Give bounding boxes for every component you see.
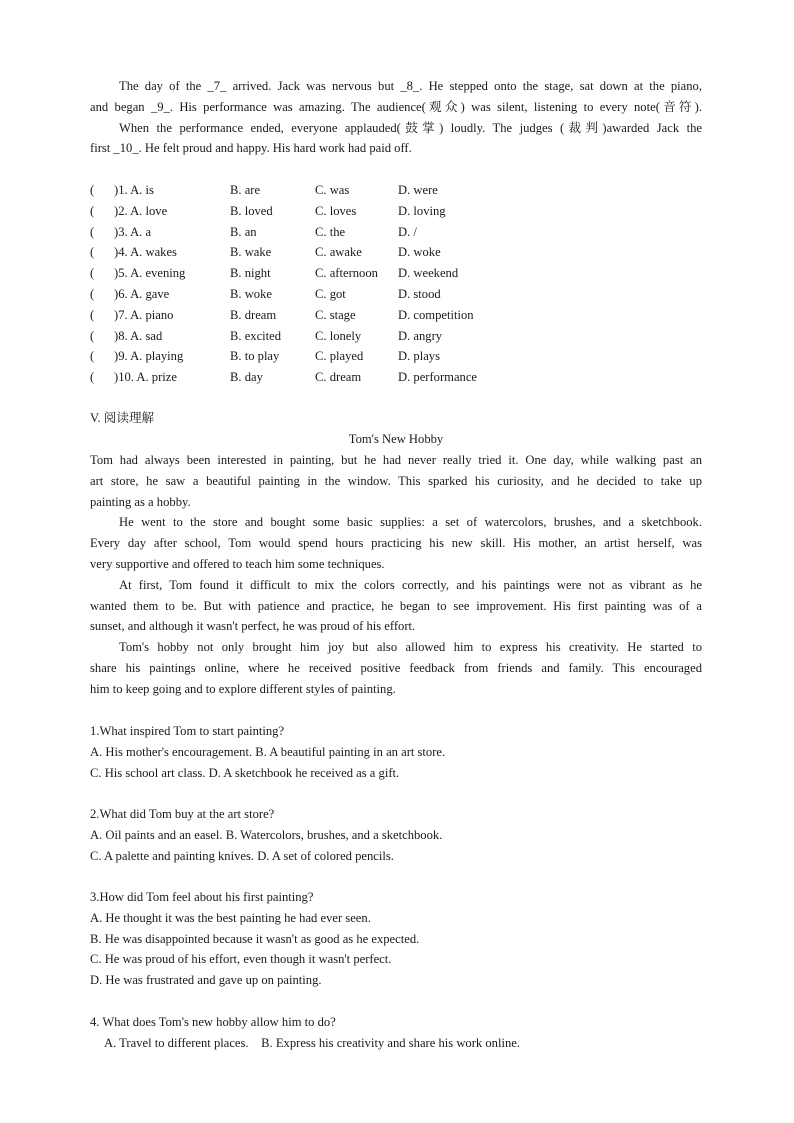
option-row [90, 284, 702, 305]
cloze-p1-line2: and began _9_. His performance was amazing. The audience(观众) was silent, listening to every note(音符). [90, 99, 702, 114]
option-row [90, 326, 702, 347]
answer-bracket[interactable]: ( [90, 307, 95, 322]
option-b: B. loved [230, 203, 273, 218]
option-c: C. afternoon [315, 266, 378, 281]
option-d: D. plays [398, 349, 440, 364]
answer-bracket[interactable]: ( [90, 349, 95, 364]
para3-line: At first, Tom found it difficult to mix the colors correctly, and his paintings were not as vibrant as he [119, 577, 702, 592]
para4-line: share his paintings online, where he received positive feedback from friends and family. This encouraged [90, 660, 702, 675]
cloze-p2-line1: When the performance ended, everyone applauded(鼓掌) loudly. The judges (裁判)awarded Jack the [119, 120, 702, 135]
question-stem: 1.What inspired Tom to start painting? [90, 724, 285, 738]
option-a: )5. A. evening [114, 266, 186, 281]
para4-line: Tom's hobby not only brought him joy but also allowed him to express his creativity. He started to [119, 640, 702, 655]
option-c: C. got [315, 286, 346, 301]
reading-passage [90, 450, 702, 700]
option-d: D. angry [398, 328, 443, 343]
answer-bracket[interactable]: ( [90, 286, 95, 301]
option-a: A. He thought it was the best painting he had ever seen. [90, 910, 371, 925]
option-c: C. stage [315, 307, 356, 322]
option-c: C. was [315, 183, 350, 197]
answer-bracket[interactable]: ( [90, 245, 95, 260]
option-row [90, 222, 702, 243]
option-b: B. wake [230, 245, 272, 260]
answer-bracket[interactable]: ( [90, 370, 95, 385]
option-a: )10. A. prize [114, 370, 177, 385]
option-a: )8. A. sad [114, 328, 163, 343]
option-a: )3. A. a [114, 224, 152, 239]
option-d: D. He was frustrated and gave up on painting. [90, 973, 322, 988]
para1-line: Tom had always been interested in painting, but he had never really tried it. One day, while walking past an [90, 453, 702, 467]
option-row [90, 367, 702, 388]
option-b: B. are [230, 183, 261, 197]
question-stem: 2.What did Tom buy at the art store? [90, 807, 275, 821]
option-a: )4. A. wakes [114, 245, 177, 260]
option-row [90, 201, 702, 222]
option-d: D. stood [398, 286, 441, 301]
option-b: B. He was disappointed because it wasn't as good as he expected. [90, 931, 420, 946]
answer-bracket[interactable]: ( [90, 266, 95, 281]
option-b: B. an [230, 224, 257, 239]
option-a: )2. A. love [114, 203, 168, 218]
option-a: )6. A. gave [114, 286, 170, 301]
option-d: D. weekend [398, 266, 459, 281]
para3-line: sunset, and although it wasn't perfect, he was proud of his effort. [90, 619, 416, 634]
option-d: D. woke [398, 245, 441, 260]
question-options: C. His school art class. D. A sketchbook he received as a gift. [90, 765, 400, 780]
option-b: B. woke [230, 286, 272, 301]
option-row [90, 346, 702, 367]
section-heading: V. 阅读理解 [90, 411, 155, 425]
question-options: A. Travel to different places. B. Express his creativity and share his work online. [104, 1035, 520, 1050]
option-row [90, 180, 702, 201]
para3-line: wanted them to be. But with patience and practice, he began to see improvement. His first painting was of a [90, 598, 702, 613]
para2-line: very supportive and offered to teach him some techniques. [90, 556, 385, 571]
option-c: C. dream [315, 370, 362, 385]
question-1 [90, 721, 710, 783]
answer-bracket[interactable]: ( [90, 328, 95, 343]
option-d: D. were [398, 183, 438, 197]
option-b: B. dream [230, 307, 277, 322]
option-row [90, 263, 702, 284]
answer-bracket[interactable]: ( [90, 203, 95, 218]
option-c: C. awake [315, 245, 362, 260]
question-options: A. His mother's encouragement. B. A beautiful painting in an art store. [90, 744, 446, 759]
option-row [90, 305, 702, 326]
passage-title: Tom's New Hobby [348, 432, 444, 446]
para1-line: painting as a hobby. [90, 494, 191, 509]
option-c: C. played [315, 349, 364, 364]
para4-line: him to keep going and to explore different styles of painting. [90, 681, 396, 696]
option-d: D. competition [398, 307, 474, 322]
question-stem: 3.How did Tom feel about his first painting? [90, 890, 314, 904]
cloze-p1-line1: The day of the _7_ arrived. Jack was nervous but _8_. He stepped onto the stage, sat down at the piano, [119, 79, 702, 93]
question-options: C. A palette and painting knives. D. A set of colored pencils. [90, 848, 394, 863]
cloze-p2-line2: first _10_. He felt proud and happy. His hard work had paid off. [90, 141, 412, 156]
option-d: D. loving [398, 203, 446, 218]
option-row [90, 242, 702, 263]
question-2 [90, 804, 710, 866]
cloze-passage [90, 76, 702, 159]
option-b: B. day [230, 370, 263, 385]
option-b: B. night [230, 266, 271, 281]
answer-bracket[interactable]: ( [90, 224, 95, 239]
option-c: C. He was proud of his effort, even though it wasn't perfect. [90, 952, 392, 967]
para2-line: He went to the store and bought some basic supplies: a set of watercolors, brushes, and a sketchbook. [119, 515, 702, 530]
option-c: C. lonely [315, 328, 362, 343]
question-4 [90, 1012, 710, 1054]
option-a: )1. A. is [114, 183, 154, 197]
option-a: )7. A. piano [114, 307, 174, 322]
cloze-options-list [90, 180, 702, 388]
para1-line: art store, he saw a beautiful painting in the window. This sparked his curiosity, and he decided to take up [90, 473, 702, 488]
question-options: A. Oil paints and an easel. B. Watercolors, brushes, and a sketchbook. [90, 827, 443, 842]
option-c: C. loves [315, 203, 357, 218]
option-c: C. the [315, 224, 346, 239]
para2-line: Every day after school, Tom would spend hours practicing his new skill. His mother, an artist herself, was [90, 536, 702, 551]
question-3 [90, 887, 710, 991]
answer-bracket[interactable]: ( [90, 183, 95, 197]
option-a: )9. A. playing [114, 349, 184, 364]
option-d: D. performance [398, 370, 478, 385]
option-b: B. to play [230, 349, 280, 364]
option-d: D. / [398, 224, 417, 239]
question-stem: 4. What does Tom's new hobby allow him to do? [90, 1015, 336, 1029]
option-b: B. excited [230, 328, 282, 343]
